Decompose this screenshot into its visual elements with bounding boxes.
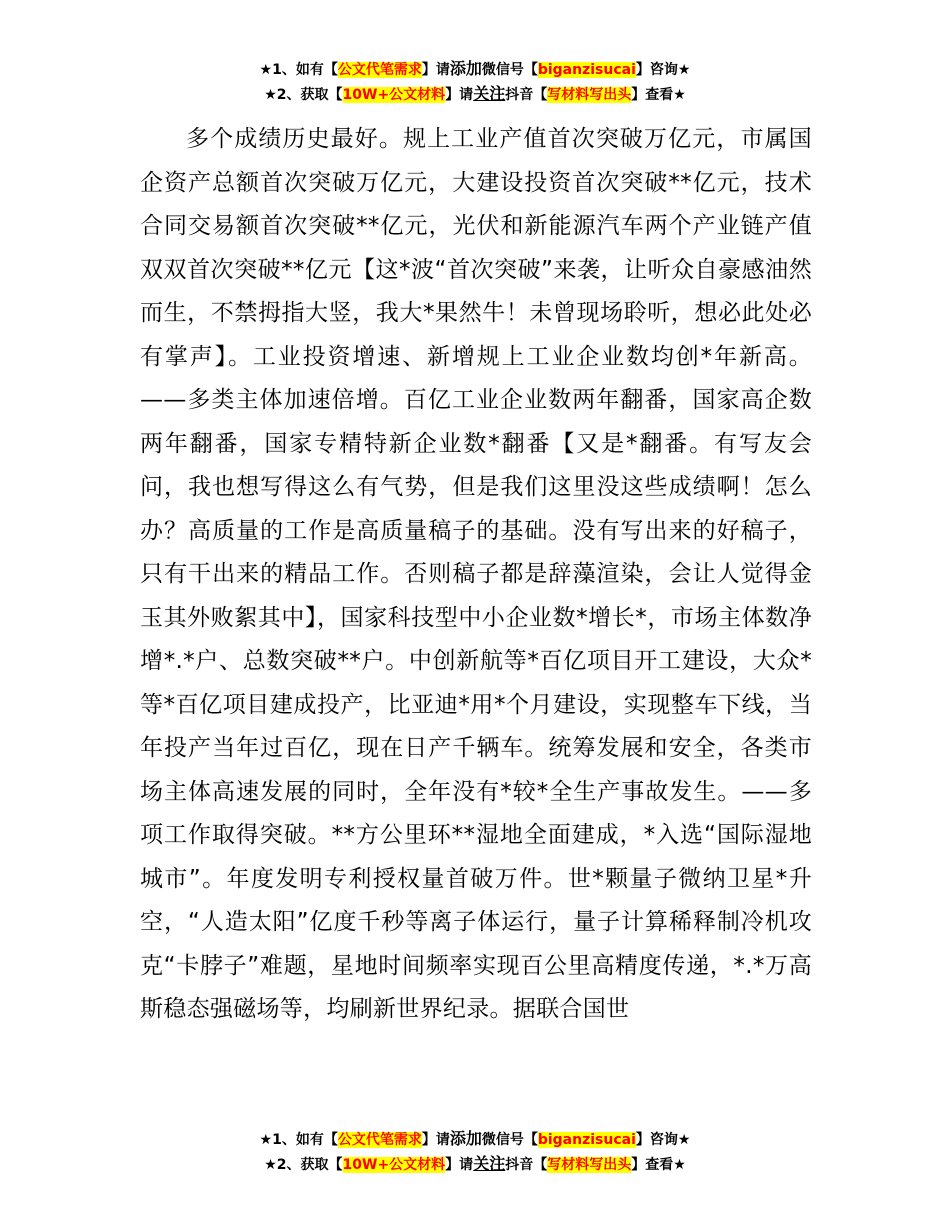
promo-text: 】请 [445,1157,474,1173]
promo-emphasis: 关注 [473,1154,506,1173]
promo-text: 】查看★ [631,87,686,103]
promo-text: 微信号【 [481,1132,538,1148]
promo-highlight-service: 公文代笔需求 [337,62,422,78]
promo-text: 】查看★ [631,1157,686,1173]
promo-text: ★1、如有【 [259,1132,338,1148]
promo-highlight-douyin: 写材料写出头 [547,87,632,103]
promo-highlight-materials: 10W+公文材料 [342,1157,446,1173]
promo-text: 】咨询★ [635,1132,691,1148]
promo-text: 】咨询★ [635,62,691,78]
promo-emphasis: 添加 [449,59,482,78]
promo-text: 】请 [421,1132,450,1148]
promo-highlight-wechat-id: biganzisucai [537,1132,636,1148]
promo-text: 】请 [421,62,450,78]
promo-text: 微信号【 [481,62,538,78]
header-promo [0,57,950,107]
promo-text: ★1、如有【 [259,62,338,78]
promo-text: ★2、获取【 [264,1157,343,1173]
promo-emphasis: 添加 [449,1129,482,1148]
promo-highlight-douyin: 写材料写出头 [547,1157,632,1173]
footer-promo-line-2 [0,1152,950,1177]
footer-promo-line-1 [0,1127,950,1152]
promo-text: ★2、获取【 [264,87,343,103]
promo-text: 】请 [445,87,474,103]
promo-text: 抖音【 [505,1157,548,1173]
promo-highlight-materials: 10W+公文材料 [342,87,446,103]
document-paragraph: 多个成绩历史最好。规上工业产值首次突破万亿元，市属国企资产总额首次突破万亿元，大建设投资首次突破**亿元，技术合同交易额首次突破**亿元，光伏和新能源汽车两个产业链产值双双首次突破**亿元【这*波“首次突破”来袭，让听众自豪感油然而生，不禁拇指大竖，我大*果然牛！未曾现场聆听，想必此处必有掌声】。工业投资增速、新增规上工业企业数均创*年新高。——多类主体加速倍增。百亿工业企业数两年翻番，国家高企数两年翻番，国家专精特新企业数*翻番【又是*翻番。有写友会问，我也想写得这么有气势，但是我们这里没这些成绩啊！怎么办？高质量的工作是高质量稿子的基础。没有写出来的好稿子，只有干出来的精品工作。否则稿子都是辞藻渲染，会让人觉得金玉其外败絮其中】，国家科技型中小企业数*增长*，市场主体数净增*.*户、总数突破**户。中创新航等*百亿项目开工建设，大众*等*百亿项目建成投产，比亚迪*用*个月建设，实现整车下线，当年投产当年过百亿，现在日产千辆车。统筹发展和安全，各类市场主体高速发展的同时，全年没有*较*全生产事故发生。——多项工作取得突破。**方公里环**湿地全面建成，*入选“国际湿地城市”。年度发明专利授权量首破万件。世*颗量子微纳卫星*升空，“人造太阳”亿度千秒等离子体运行，量子计算稀释制冷机攻克“卡脖子”难题，星地时间频率实现百公里高精度传递，*.*万高斯稳态强磁场等，均刷新世界纪录。据联合国世 [140,126,812,1022]
footer-promo [0,1127,950,1177]
header-promo-line-1 [0,57,950,82]
promo-text: 抖音【 [505,87,548,103]
promo-highlight-wechat-id: biganzisucai [537,62,636,78]
header-promo-line-2 [0,82,950,107]
promo-highlight-service: 公文代笔需求 [337,1132,422,1148]
promo-emphasis: 关注 [473,84,506,103]
